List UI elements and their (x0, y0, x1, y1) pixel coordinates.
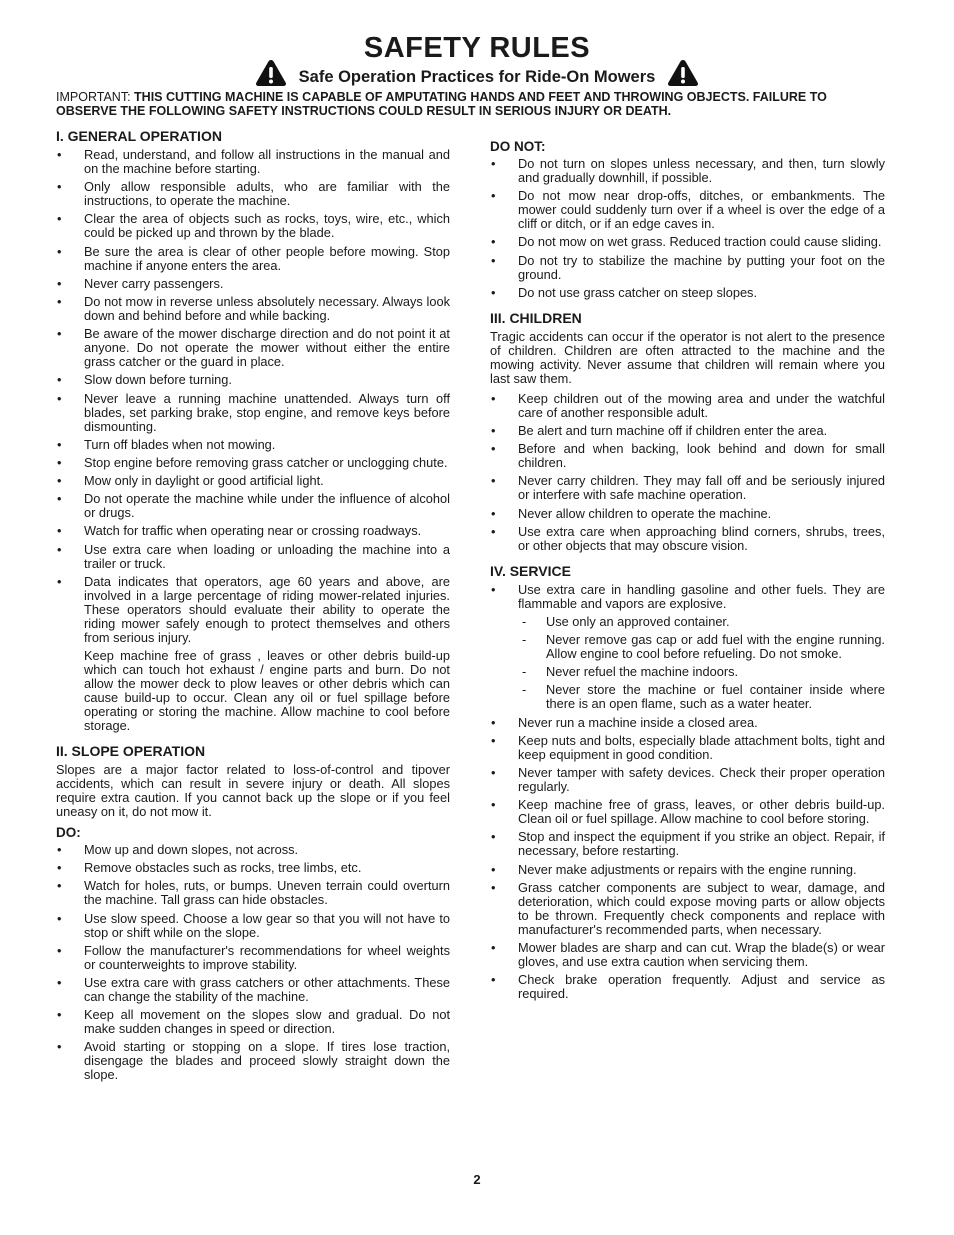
list-item: • Use extra care in handling gasoline and other fuels. They are flammable and vapors are explosive. (490, 583, 885, 611)
service-list (490, 583, 885, 611)
section-heading-children: III. CHILDREN (490, 309, 582, 326)
list-item: • Never make adjustments or repairs with the engine running. (490, 863, 885, 877)
list-item: • Watch for holes, ruts, or bumps. Uneven terrain could overturn the machine. Tall grass can hide obstacles. (56, 879, 450, 907)
list-item: - Never store the machine or fuel container inside where there is an open flame, such as a water heater. (490, 683, 885, 711)
subtitle-row (0, 59, 954, 91)
list-item: • Stop engine before removing grass catcher or unclogging chute. (56, 456, 450, 470)
list-item: • Be aware of the mower discharge direction and do not point it at anyone. Do not operate the mower without either the entire grass catcher or the guard in place. (56, 327, 450, 369)
list-item: • Slow down before turning. (56, 373, 450, 387)
slope-intro: Slopes are a major factor related to loss-of-control and tipover accidents, which can result in severe injury or death. All slopes require extra caution. If you cannot back up the slope or if you feel uneasy on it, do not mow it. (56, 762, 450, 819)
page-subtitle: Safe Operation Practices for Ride-On Mowers (298, 68, 656, 86)
do-not-heading: DO NOT: (490, 139, 546, 154)
list-item: • Keep children out of the mowing area and under the watchful care of another responsible adult. (490, 392, 885, 420)
list-item: • Be alert and turn machine off if children enter the area. (490, 424, 885, 438)
list-item: • Do not mow on wet grass. Reduced traction could cause sliding. (490, 235, 885, 249)
list-item: • Data indicates that operators, age 60 years and above, are involved in a large percentage of riding mower-related injuries. These operators should evaluate their ability to operate the riding mower safely enough to protect themselves and others from serious injury. (56, 575, 450, 645)
children-intro: Tragic accidents can occur if the operator is not alert to the presence of children. Children are often attracted to the machine and the mowing activity. Never assume that children will remain where you last saw them. (490, 328, 885, 386)
important-text: THIS CUTTING MACHINE IS CAPABLE OF AMPUTATING HANDS AND FEET AND THROWING OBJECTS. FAILURE TO OBSERVE THE FOLLOWING SAFETY INSTRUCTIONS COULD RESULT IN SERIOUS INJURY OR DEATH. (56, 90, 827, 118)
list-item: • Remove obstacles such as rocks, tree limbs, etc. (56, 861, 450, 875)
general-extra-paragraph: Keep machine free of grass , leaves or other debris build-up which can touch hot exhaust / engine parts and burn. Do not allow the mower deck to plow leaves or other debris which can cause build-up to occur. Clean any oil or fuel spillage before operating or storing the machine. Allow machine to cool before storage. (84, 648, 450, 733)
service-list-more (490, 716, 885, 1002)
list-item: • Read, understand, and follow all instructions in the manual and on the machine before starting. (56, 148, 450, 176)
list-item: • Never run a machine inside a closed area. (490, 716, 885, 730)
list-item: • Avoid starting or stopping on a slope. If tires lose traction, disengage the blades and proceed slowly straight down the slope. (56, 1040, 450, 1082)
section-heading-general: I. GENERAL OPERATION (56, 128, 222, 144)
list-item: • Turn off blades when not mowing. (56, 438, 450, 452)
list-item: • Use extra care when approaching blind corners, shrubs, trees, or other objects that may obscure vision. (490, 525, 885, 553)
list-item: • Clear the area of objects such as rocks, toys, wire, etc., which could be picked up and thrown by the blade. (56, 212, 450, 240)
list-item: • Never carry passengers. (56, 277, 450, 291)
list-item: • Stop and inspect the equipment if you strike an object. Repair, if necessary, before restarting. (490, 830, 885, 858)
warning-triangle-icon (667, 59, 699, 87)
service-sub-list (490, 615, 885, 712)
list-item: • Keep all movement on the slopes slow and gradual. Do not make sudden changes in speed or direction. (56, 1008, 450, 1036)
do-list (56, 843, 450, 1082)
list-item: • Use extra care with grass catchers or other attachments. These can change the stability of the machine. (56, 976, 450, 1004)
important-label: IMPORTANT: (56, 90, 131, 104)
children-list (490, 392, 885, 553)
list-item: • Before and when backing, look behind and down for small children. (490, 442, 885, 470)
list-item: • Do not mow in reverse unless absolutely necessary. Always look down and behind before and while backing. (56, 295, 450, 323)
list-item: • Only allow responsible adults, who are familiar with the instructions, to operate the machine. (56, 180, 450, 208)
page-title: SAFETY RULES (363, 32, 591, 64)
list-item: • Mower blades are sharp and can cut. Wrap the blade(s) or wear gloves, and use extra caution when servicing them. (490, 941, 885, 969)
section-heading-slope: II. SLOPE OPERATION (56, 743, 206, 759)
do-not-list (490, 157, 885, 300)
important-notice (56, 90, 886, 118)
warning-triangle-icon (255, 59, 287, 87)
list-item: • Mow up and down slopes, not across. (56, 843, 450, 857)
list-item: - Never refuel the machine indoors. (490, 665, 885, 679)
list-item: • Use slow speed. Choose a low gear so that you will not have to stop or shift while on the slope. (56, 912, 450, 940)
list-item: - Never remove gas cap or add fuel with the engine running. Allow engine to cool before refueling. Do not smoke. (490, 633, 885, 661)
section-heading-service: IV. SERVICE (490, 562, 571, 579)
list-item: • Keep nuts and bolts, especially blade attachment bolts, tight and keep equipment in good condition. (490, 734, 885, 762)
general-list (56, 148, 450, 645)
left-column (56, 128, 450, 1087)
list-item: • Do not operate the machine while under the influence of alcohol or drugs. (56, 492, 450, 520)
list-item: • Check brake operation frequently. Adjust and service as required. (490, 973, 885, 1001)
list-item: • Mow only in daylight or good artificial light. (56, 474, 450, 488)
list-item: • Be sure the area is clear of other people before mowing. Stop machine if anyone enters the area. (56, 245, 450, 273)
list-item: • Do not use grass catcher on steep slopes. (490, 286, 885, 300)
list-item: • Follow the manufacturer's recommendations for wheel weights or counterweights to improve stability. (56, 944, 450, 972)
page-number: 2 (473, 1172, 481, 1187)
list-item: • Do not turn on slopes unless necessary, and then, turn slowly and gradually downhill, if possible. (490, 157, 885, 185)
list-item: • Do not mow near drop-offs, ditches, or embankments. The mower could suddenly turn over if a wheel is over the edge of a cliff or ditch, or if an edge caves in. (490, 189, 885, 231)
list-item: • Never tamper with safety devices. Check their proper operation regularly. (490, 766, 885, 794)
list-item: • Never leave a running machine unattended. Always turn off blades, set parking brake, stop engine, and remove keys before dismounting. (56, 392, 450, 434)
list-item: • Grass catcher components are subject to wear, damage, and deterioration, which could expose moving parts or allow objects to be thrown. Frequently check components and replace with manufacturer's recommended parts, when necessary. (490, 881, 885, 937)
list-item: • Do not try to stabilize the machine by putting your foot on the ground. (490, 254, 885, 282)
do-heading: DO: (56, 825, 81, 840)
list-item: • Never allow children to operate the machine. (490, 507, 885, 521)
list-item: • Never carry children. They may fall off and be seriously injured or interfere with safe machine operation. (490, 474, 885, 502)
list-item: • Watch for traffic when operating near or crossing roadways. (56, 524, 450, 538)
right-column (490, 139, 885, 1005)
list-item: • Use extra care when loading or unloading the machine into a trailer or truck. (56, 543, 450, 571)
list-item: • Keep machine free of grass, leaves, or other debris build-up. Clean oil or fuel spillage. Allow machine to cool before storing. (490, 798, 885, 826)
list-item: - Use only an approved container. (490, 615, 885, 629)
